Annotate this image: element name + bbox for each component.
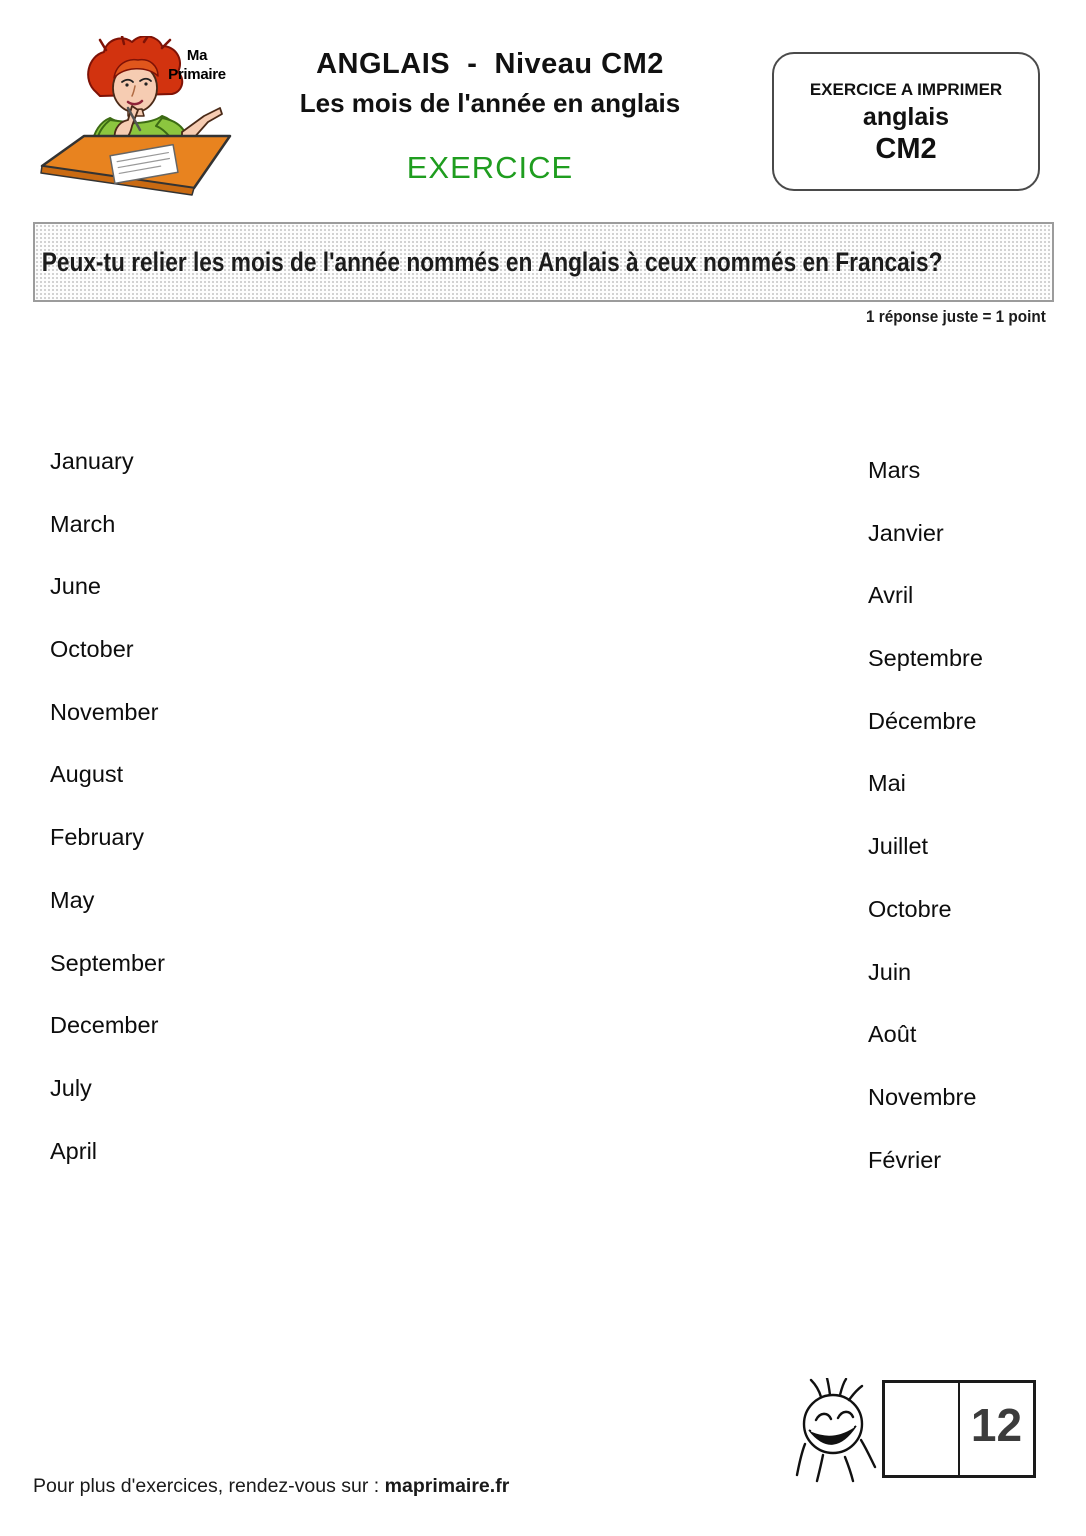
score-cell-empty — [885, 1383, 960, 1475]
exercise-label: EXERCICE — [406, 150, 574, 185]
english-month: July — [50, 1074, 92, 1101]
footer — [33, 1475, 509, 1498]
scoring-note: 1 réponse juste = 1 point — [866, 307, 1046, 326]
french-month: Janvier — [868, 519, 944, 546]
french-month: Février — [868, 1146, 942, 1173]
french-month: Septembre — [868, 645, 983, 672]
french-month: Avril — [868, 582, 914, 609]
badge-line1: EXERCICE A IMPRIMER — [809, 79, 1003, 99]
french-month: Octobre — [868, 895, 952, 922]
french-month: Novembre — [868, 1083, 977, 1110]
french-month: Août — [868, 1021, 917, 1048]
badge-line2: anglais — [862, 102, 950, 131]
english-month: September — [50, 949, 165, 976]
english-months-column — [50, 448, 165, 1200]
page-subtitle: Les mois de l'année en anglais — [299, 88, 681, 118]
french-months-column — [868, 457, 983, 1209]
page-title: ANGLAIS - Niveau CM2 — [316, 48, 664, 80]
question-text: Peux-tu relier les mois de l'année nommés en Anglais à ceux nommés en Francais? — [41, 246, 943, 277]
english-month: November — [50, 698, 159, 725]
english-month: August — [50, 761, 124, 788]
french-month: Décembre — [868, 707, 977, 734]
french-month: Mai — [868, 770, 906, 797]
printable-exercise-badge — [772, 52, 1040, 191]
badge-line3: CM2 — [875, 132, 937, 165]
english-month: January — [50, 448, 134, 474]
french-month: Juillet — [868, 833, 929, 860]
english-month: April — [50, 1137, 98, 1164]
english-month: October — [50, 636, 134, 663]
french-month: Mars — [868, 457, 921, 483]
footer-text: Pour plus d'exercices, rendez-vous sur : — [33, 1475, 385, 1497]
footer-site-name: maprimaire.fr — [384, 1475, 510, 1497]
french-month: Juin — [868, 958, 912, 985]
english-month: December — [50, 1012, 159, 1039]
english-month: February — [50, 824, 145, 851]
english-month: June — [50, 573, 101, 600]
max-points-value: 12 — [970, 1399, 1023, 1451]
score-box — [882, 1380, 1036, 1478]
english-month: March — [50, 510, 116, 537]
question-banner — [33, 222, 1054, 302]
logo-text-line2: Primaire — [168, 66, 226, 83]
header-titles — [180, 48, 800, 186]
logo-text-line1: Ma — [186, 47, 208, 64]
smiley-face-icon — [792, 1378, 880, 1486]
english-month: May — [50, 886, 95, 913]
score-cell-max — [960, 1383, 1033, 1475]
